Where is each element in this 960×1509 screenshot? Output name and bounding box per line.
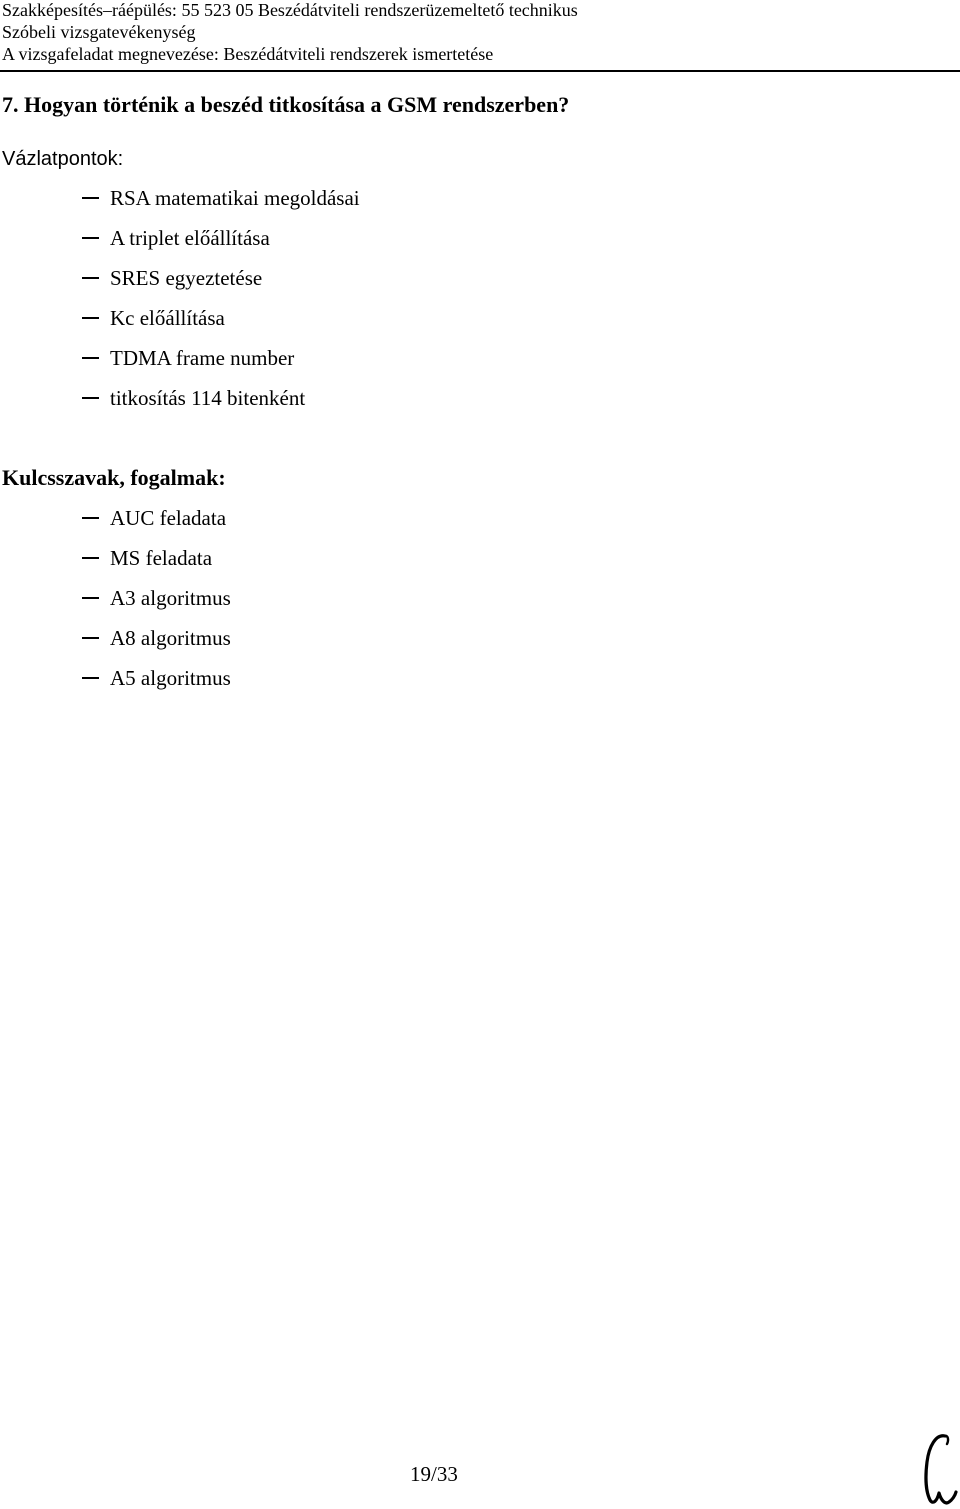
dash-bullet (82, 677, 99, 679)
header-qualification: Szakképesítés–ráépülés: 55 523 05 Beszédátviteli rendszerüzemeltető technikus (2, 0, 578, 20)
dash-bullet (82, 597, 99, 599)
list-item-text: A8 algoritmus (110, 626, 231, 650)
list-item-text: AUC feladata (110, 506, 227, 530)
list-item-text: SRES egyeztetése (110, 266, 263, 290)
handwritten-signature (918, 1430, 958, 1506)
dash-bullet (82, 397, 99, 399)
page-number: 19/33 (410, 1462, 458, 1486)
dash-bullet (82, 237, 99, 239)
list-item-text: A5 algoritmus (110, 666, 231, 690)
dash-bullet (82, 277, 99, 279)
keywords-label: Kulcsszavak, fogalmak: (2, 465, 226, 490)
list-item-text: A3 algoritmus (110, 586, 231, 610)
list-item-text: Kc előállítása (110, 306, 225, 330)
list-item-text: TDMA frame number (110, 346, 295, 370)
dash-bullet (82, 557, 99, 559)
list-item-text: RSA matematikai megoldásai (110, 186, 360, 210)
list-item-text: MS feladata (110, 546, 213, 570)
dash-bullet (82, 637, 99, 639)
outline-label: Vázlatpontok: (2, 148, 124, 170)
list-item-text: A triplet előállítása (110, 226, 270, 250)
question-title: 7. Hogyan történik a beszéd titkosítása a GSM rendszerben? (2, 92, 570, 117)
header-task-name: A vizsgafeladat megnevezése: Beszédátviteli rendszerek ismertetése (2, 44, 494, 64)
dash-bullet (82, 197, 99, 199)
list-item-text: titkosítás 114 bitenként (110, 386, 306, 410)
dash-bullet (82, 517, 99, 519)
header-activity: Szóbeli vizsgatevékenység (2, 22, 196, 42)
header-divider (0, 70, 960, 72)
dash-bullet (82, 317, 99, 319)
dash-bullet (82, 357, 99, 359)
